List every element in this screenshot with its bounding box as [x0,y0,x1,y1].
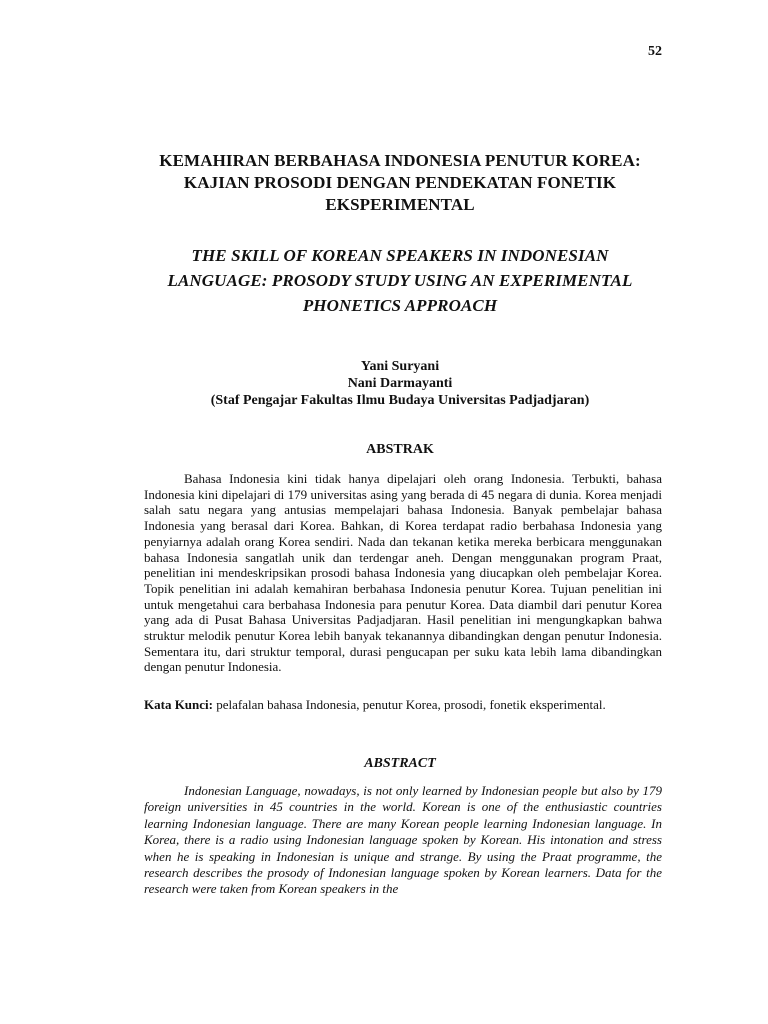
keywords-label: Kata Kunci: [144,697,213,712]
abstrak-body: Bahasa Indonesia kini tidak hanya dipelajari oleh orang Indonesia. Terbukti, bahasa Indonesia kini dipelajari di 179 universitas asing yang berada di 45 negara di dunia. Korea menjadi salah satu negara yang antusias mempelajari bahasa Indonesia. Banyak pembelajar bahasa Indonesia yang berasal dari Korea. Bahkan, di Korea terdapat radio berbahasa Indonesia yang penyiarnya adalah orang Korea sendiri. Nada dan tekanan ketika mereka berbicara menggunakan bahasa Indonesia sangatlah unik dan terdengar aneh. Dengan menggunakan program Praat, penelitian ini mendeskripsikan prosodi bahasa Indonesia yang diucapkan oleh pembelajar Korea. Topik penelitian ini adalah kemahiran berbahasa Indonesia penutur Korea. Tujuan penelitian ini untuk mengetahui cara berbahasa Indonesia para penutur Korea. Data diambil dari penutur Korea yang ada di Pusat Bahasa Universitas Padjadjaran. Hasil penelitian ini mengungkapkan bahwa struktur melodik penutur Korea lebih banyak tekanannya dibandingkan dengan penutur Indonesia. Sementara itu, dari struktur temporal, durasi pengucapan per suku kata lebih lama dibandingkan dengan penutur Indonesia. [144,471,662,675]
author-affiliation: (Staf Pengajar Fakultas Ilmu Budaya Universitas Padjadjaran) [210,393,590,408]
author-name: Yani Suryani [360,359,440,374]
title-indonesian-line: KAJIAN PROSODI DENGAN PENDEKATAN FONETIK [183,173,617,192]
page-number: 52 [648,44,662,59]
abstract-heading: ABSTRACT [364,756,436,771]
abstrak-heading: ABSTRAK [366,442,434,457]
title-english-line: THE SKILL OF KOREAN SPEAKERS IN INDONESIAN [191,246,609,265]
title-indonesian-line: KEMAHIRAN BERBAHASA INDONESIA PENUTUR KOREA: [159,151,641,170]
title-english [120,243,680,318]
title-english-line: PHONETICS APPROACH [302,296,498,315]
title-indonesian-line: EKSPERIMENTAL [325,195,475,214]
abstract-body: Indonesian Language, nowadays, is not only learned by Indonesian people but also by 179 foreign universities in 45 countries in the world. Korean is one of the enthusiastic countries learning Indonesian language. There are many Korean people learning Indonesian language. In Korea, there is a radio using Indonesian language spoken by Korean. His intonation and stress when he is speaking in Indonesian is unique and strange. By using the Praat programme, the research describes the prosody of Indonesian language spoken by Korean learners. Data for the research were taken from Korean speakers in the [144,783,662,897]
author-block [120,358,680,409]
title-english-line: LANGUAGE: PROSODY STUDY USING AN EXPERIMENTAL [167,271,633,290]
keywords-text: pelafalan bahasa Indonesia, penutur Korea, prosodi, fonetik eksperimental. [212,697,606,712]
author-name: Nani Darmayanti [347,376,453,391]
keywords [144,697,662,713]
title-indonesian [120,150,680,216]
